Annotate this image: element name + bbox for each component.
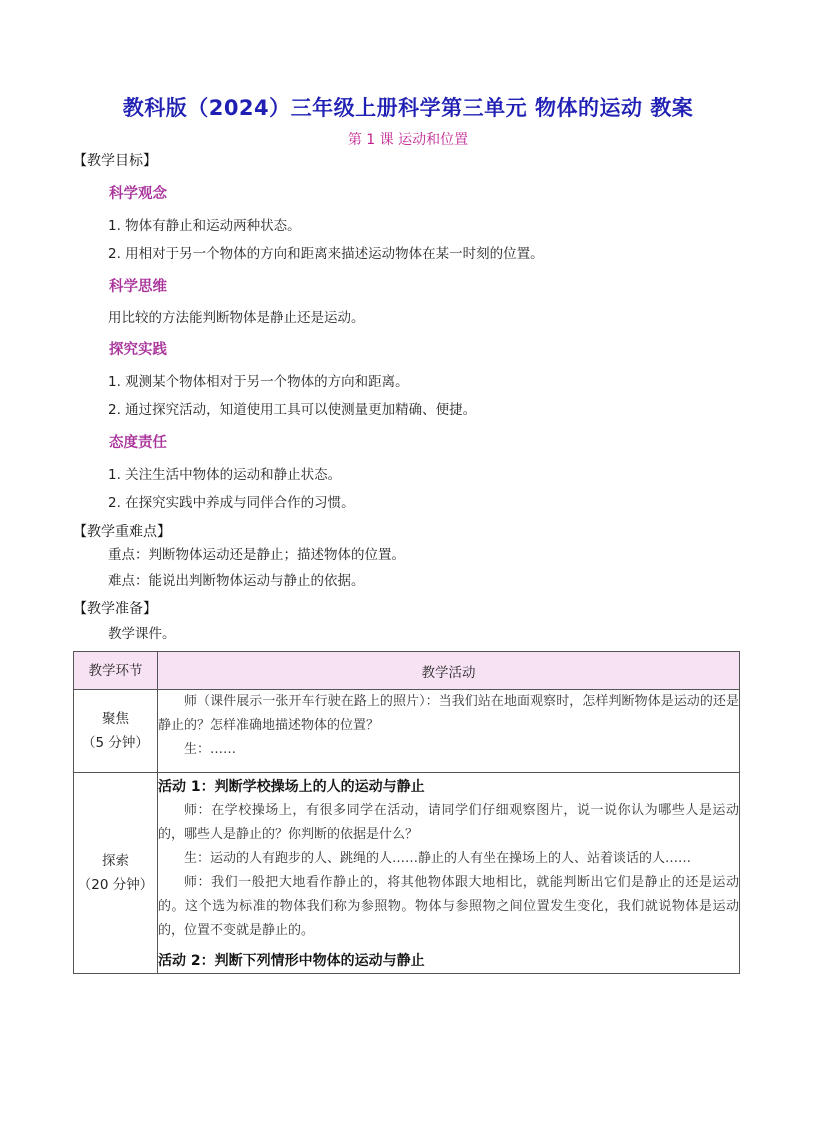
- stage-time: （20 分钟）: [77, 877, 154, 893]
- stage-time: （5 分钟）: [82, 735, 149, 751]
- table-header-stage: 教学环节: [74, 652, 158, 690]
- preparation-heading: 【教学准备】: [73, 601, 157, 617]
- practice-heading: 探究实践: [109, 342, 167, 358]
- activity-paragraph: 师：在学校操场上，有很多同学在活动，请同学们仔细观察图片，说一说你认为哪些人是运动的，哪些人是静止的？你判断的依据是什么？: [158, 803, 739, 842]
- thinking-text: 用比较的方法能判断物体是静止还是运动。: [108, 310, 365, 326]
- hard-point: 难点：能说出判断物体运动与静止的依据。: [108, 573, 365, 589]
- attitude-item-1: 1. 关注生活中物体的运动和静止状态。: [108, 467, 342, 483]
- activity-2-title: 活动 2：判断下列情形中物体的运动与静止: [158, 953, 425, 969]
- activity-paragraph: 师（课件展示一张开车行驶在路上的照片）：当我们站在地面观察时，怎样判断物体是运动的还是静止的？怎样准确地描述物体的位置？: [158, 694, 739, 733]
- stage-cell-focus: [74, 690, 158, 773]
- document-title: 教科版（2024）三年级上册科学第三单元 物体的运动 教案: [122, 96, 694, 120]
- thinking-heading: 科学思维: [109, 279, 167, 295]
- stage-name: 聚焦: [102, 711, 129, 727]
- activity-paragraph: 生：……: [184, 742, 237, 757]
- key-point: 重点：判断物体运动还是静止；描述物体的位置。: [108, 547, 405, 563]
- practice-item-2: 2. 通过探究活动，知道使用工具可以使测量更加精确、便捷。: [108, 402, 477, 418]
- attitude-heading: 态度责任: [109, 435, 167, 451]
- activity-paragraph: 师：我们一般把大地看作静止的，将其他物体跟大地相比，就能判断出它们是静止的还是运动的。这个选为标准的物体我们称为参照物。物体与参照物之间位置发生变化，我们就说物体是运动的，位置不变就是静止的。: [158, 875, 739, 938]
- concept-item-1: 1. 物体有静止和运动两种状态。: [108, 218, 301, 234]
- difficulty-heading: 【教学重难点】: [73, 524, 171, 540]
- activity-paragraph: 生：运动的人有跑步的人、跳绳的人……静止的人有坐在操场上的人、站着谈话的人……: [184, 851, 692, 866]
- stage-cell-explore: [74, 773, 158, 974]
- table-header-row: [74, 652, 740, 690]
- table-row: [74, 773, 740, 974]
- activity-cell-explore: [158, 773, 740, 974]
- stage-name: 探索: [102, 853, 129, 869]
- attitude-item-2: 2. 在探究实践中养成与同伴合作的习惯。: [108, 495, 355, 511]
- preparation-text: 教学课件。: [108, 626, 176, 642]
- activity-1-title: 活动 1：判断学校操场上的人的运动与静止: [158, 779, 425, 795]
- table-header-activity: 教学活动: [158, 652, 740, 690]
- table-row: [74, 690, 740, 773]
- activity-cell-focus: [158, 690, 740, 773]
- lesson-activity-table: [73, 651, 740, 974]
- practice-item-1: 1. 观测某个物体相对于另一个物体的方向和距离。: [108, 374, 409, 390]
- lesson-subtitle: 第 1 课 运动和位置: [347, 132, 469, 148]
- concept-item-2: 2. 用相对于另一个物体的方向和距离来描述运动物体在某一时刻的位置。: [108, 246, 544, 262]
- objectives-heading: 【教学目标】: [73, 153, 157, 169]
- concept-heading: 科学观念: [109, 186, 167, 202]
